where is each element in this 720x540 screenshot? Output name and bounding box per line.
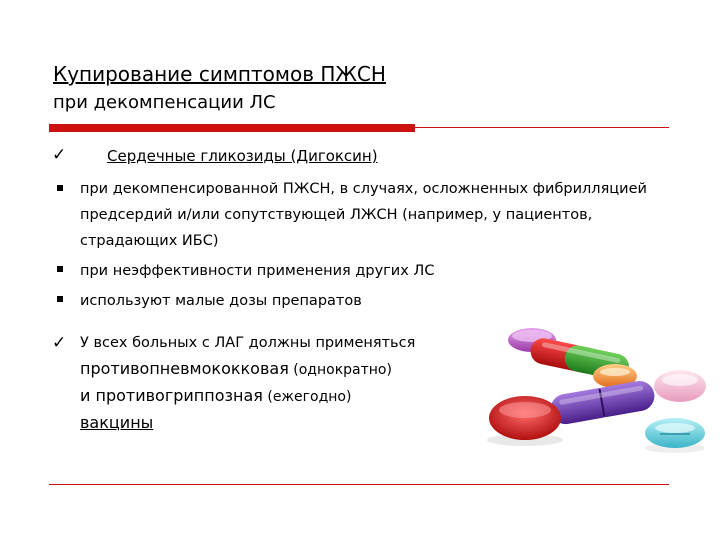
checkmark-icon: ✓: [52, 333, 67, 353]
vaccine-influenza-note: (ежегодно): [262, 389, 352, 405]
page-subtitle: при декомпенсации ЛС: [53, 92, 276, 113]
vaccine-pneumococcal: противопневмококковая: [80, 359, 289, 378]
pills-illustration-icon: [480, 318, 710, 468]
square-bullet-icon: [57, 185, 63, 191]
bullet-text: при декомпенсированной ПЖСН, в случаях, осложненных фибрилляцией предсердий и/или сопутствующей ЛЖСН (например, у пациентов, страдающих ИБС): [80, 181, 647, 249]
vaccine-pneumococcal-note: (однократно): [288, 362, 392, 378]
vaccination-line-3: [80, 383, 520, 410]
square-bullet-icon: [57, 266, 63, 272]
bullet-text: используют малые дозы препаратов: [80, 293, 362, 309]
title-accent-bar: [49, 124, 415, 132]
title-divider-line: [415, 127, 669, 128]
bullet-text: при неэффективности применения других ЛС: [80, 263, 435, 279]
vaccination-paragraph: [80, 330, 520, 437]
section-heading: Сердечные гликозиды (Дигоксин): [107, 147, 378, 165]
vaccination-line-2: [80, 356, 520, 383]
vaccination-line-1: У всех больных с ЛАГ должны применяться: [80, 335, 416, 351]
vaccine-influenza: противогриппозная: [95, 386, 263, 405]
page-title: Купирование симптомов ПЖСН: [53, 62, 386, 86]
square-bullet-icon: [57, 296, 63, 302]
vaccination-line-4: [80, 410, 520, 437]
footer-divider-line: [49, 484, 669, 485]
checkmark-icon: ✓: [52, 145, 67, 165]
vaccines-word: вакцины: [80, 413, 154, 432]
line3-prefix: и: [80, 386, 96, 405]
